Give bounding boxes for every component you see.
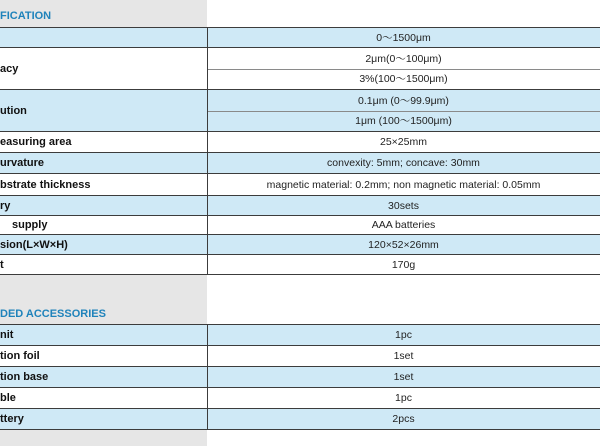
table-row <box>0 367 600 387</box>
table-row <box>0 90 600 131</box>
row-label: acy <box>0 48 207 89</box>
table-row <box>0 255 600 274</box>
row-value: 1set <box>207 367 600 387</box>
row-value: 1μm (100～1500μm) <box>207 111 600 132</box>
row-label <box>0 28 207 47</box>
row-label: bstrate thickness <box>0 174 207 195</box>
row-label: tion foil <box>0 346 207 366</box>
row-divider <box>0 274 600 275</box>
table-row <box>0 325 600 345</box>
row-value: 1pc <box>207 325 600 345</box>
row-value: 30sets <box>207 196 600 215</box>
row-value: convexity: 5mm; concave: 30mm <box>207 153 600 173</box>
row-value: 0.1μm (0～99.9μm) <box>207 90 600 111</box>
row-label: ry <box>0 196 207 215</box>
table-row <box>0 132 600 152</box>
row-value: 1set <box>207 346 600 366</box>
row-label: sion(L×W×H) <box>0 235 207 254</box>
row-divider <box>0 429 600 430</box>
row-value: 1pc <box>207 388 600 408</box>
table-row <box>0 216 600 234</box>
table-row <box>0 48 600 89</box>
row-label: easuring area <box>0 132 207 152</box>
table-row <box>0 153 600 173</box>
column-divider <box>207 27 208 275</box>
row-label: urvature <box>0 153 207 173</box>
row-value: 25×25mm <box>207 132 600 152</box>
row-value: 2pcs <box>207 409 600 429</box>
row-label: ttery <box>0 409 207 429</box>
table-row <box>0 235 600 254</box>
row-label: t <box>0 255 207 274</box>
row-value: 2μm(0～100μm) <box>207 48 600 69</box>
table-row <box>0 346 600 366</box>
row-value: 3%(100～1500μm) <box>207 69 600 90</box>
table-row <box>0 409 600 429</box>
table-row <box>0 28 600 47</box>
column-divider <box>207 324 208 430</box>
row-label: supply <box>0 216 207 234</box>
row-value: 120×52×26mm <box>207 235 600 254</box>
row-label: ble <box>0 388 207 408</box>
row-label: ution <box>0 90 207 131</box>
row-value: 0～1500μm <box>207 28 600 47</box>
accessories-title: DED ACCESSORIES <box>0 308 106 320</box>
row-value: 170g <box>207 255 600 274</box>
row-label: tion base <box>0 367 207 387</box>
row-value: AAA batteries <box>207 216 600 234</box>
table-row <box>0 388 600 408</box>
cell-divider <box>207 69 600 70</box>
row-label: nit <box>0 325 207 345</box>
row-value: magnetic material: 0.2mm; non magnetic material: 0.05mm <box>207 174 600 195</box>
specification-title: FICATION <box>0 10 52 22</box>
table-row <box>0 174 600 195</box>
cell-divider <box>207 111 600 112</box>
table-row <box>0 196 600 215</box>
